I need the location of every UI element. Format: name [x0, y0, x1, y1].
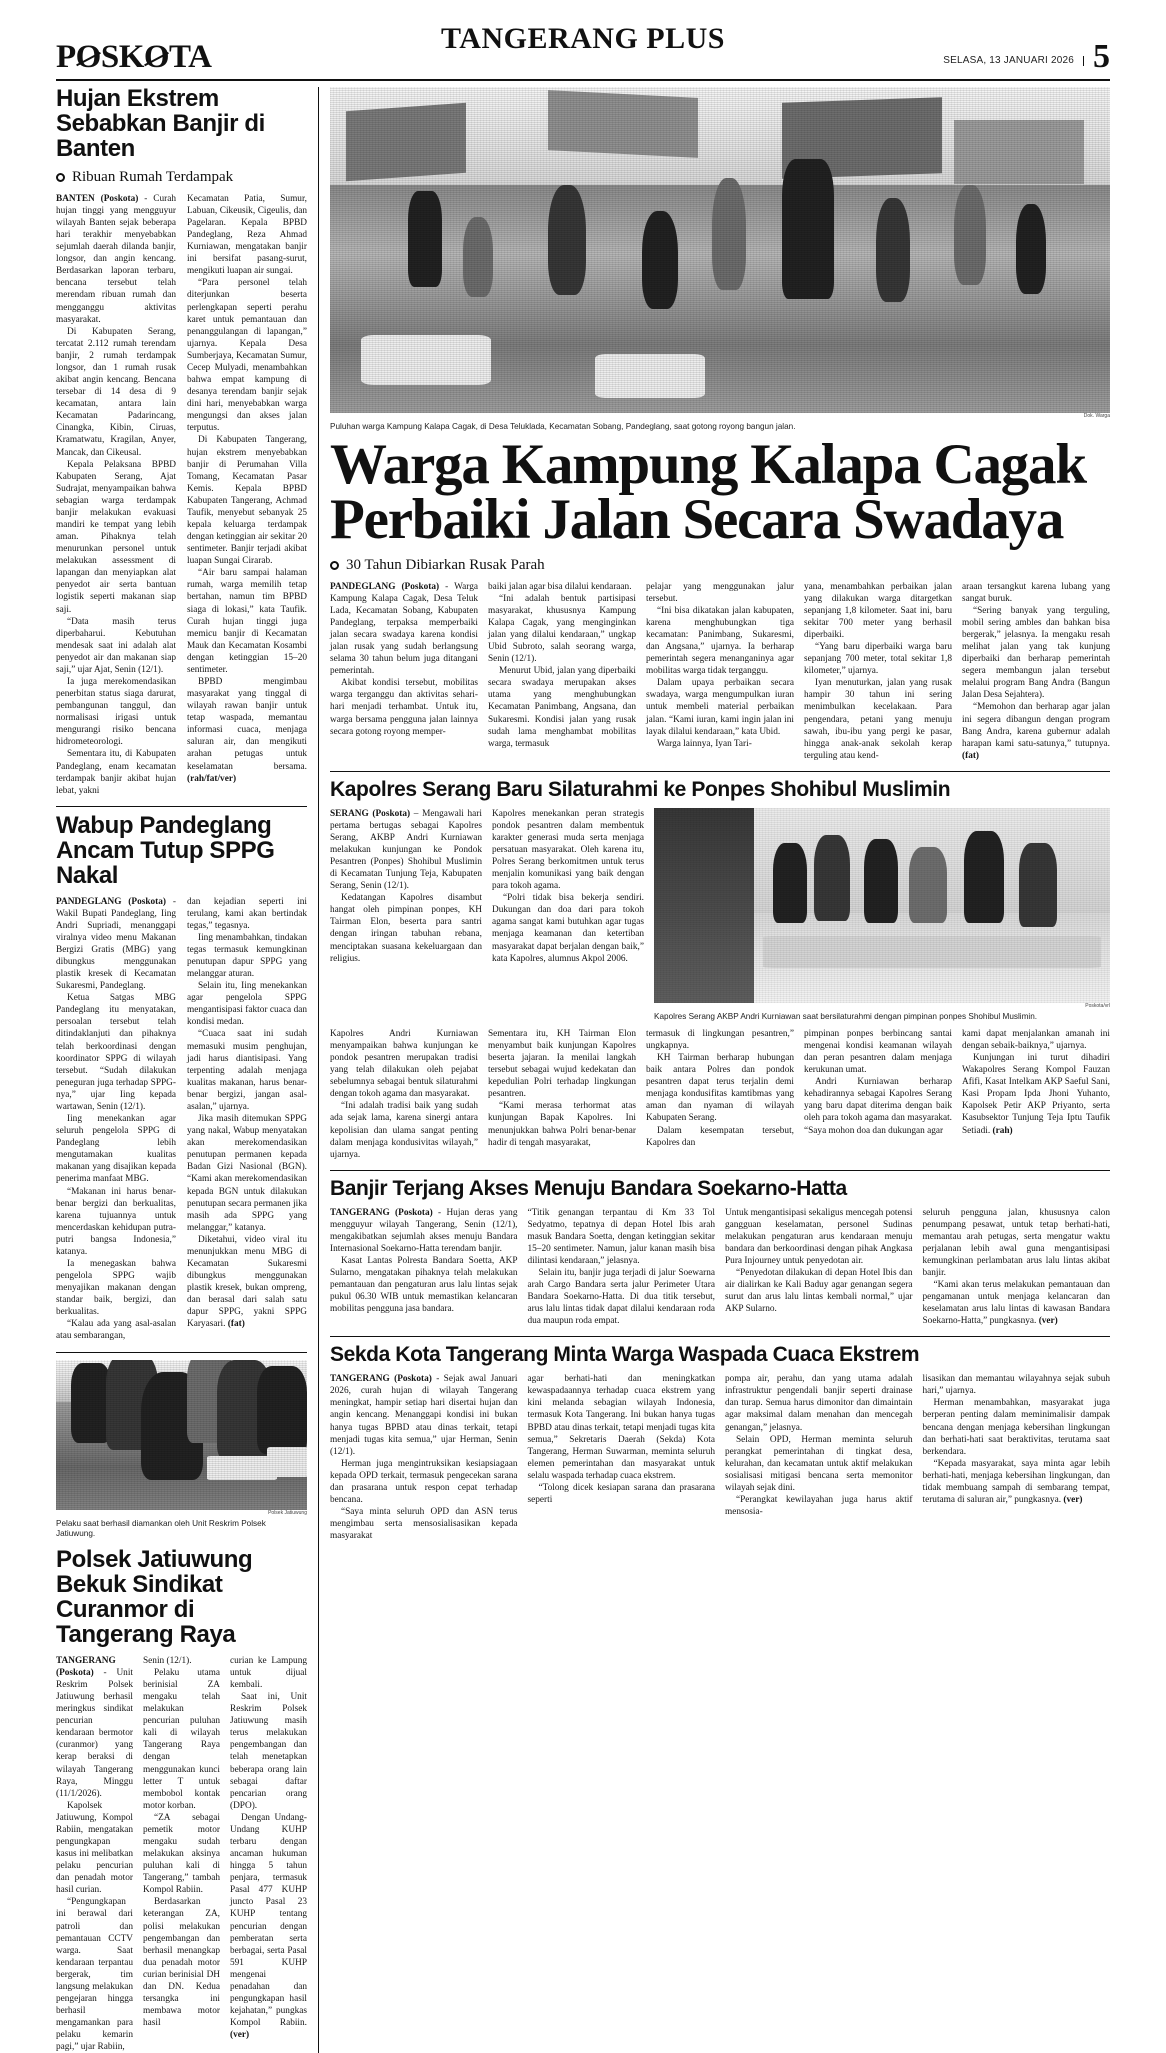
masthead	[56, 22, 1110, 74]
paragraph: “Para personel telah diterjunkan beserta perlengkapan seperti perahu karet untuk pemantauan dan penanggulangan di lapangan,” ujarnya. Kepala Desa Sumberjaya, Kecamatan Sumur, Cecep Mulyadi, menambahkan bahwa empat kampung di desanya terendam banjir sejak dini hari, menyebabkan warga mengungsi dan akses jalan terputus.	[187, 278, 307, 434]
body-col-4	[923, 1373, 1111, 1542]
paragraph: Diketahui, video viral itu menunjukkan menu MBG di Kecamatan Sukaresmi dibungkus menggunakan plastik kresek, bukan ompreng, dan berasal dari salah satu dapur SPPG, yakni SPPG Karyasari. (fat)	[187, 1234, 307, 1330]
body-col-1	[330, 1373, 518, 1542]
paragraph: “Kami merasa terhormat atas kunjungan Bapak Kapolres. Ini menunjukkan bahwa Polri benar-benar hadir di tengah masyarakat,	[488, 1101, 636, 1148]
headline-hujan-ekstrem: Hujan Ekstrem Sebabkan Banjir di Banten	[56, 85, 265, 162]
headline-banjir-bandara: Banjir Terjang Akses Menuju Bandara Soekarno-Hatta	[330, 1176, 847, 1200]
body-col-3	[725, 1207, 913, 1328]
body-kapolres-top	[330, 808, 1110, 1022]
paragraph: agar berhati-hati dan meningkatkan kewaspadaannya terhadap cuaca ekstrem yang kini melanda sebagian wilayah Indonesia, termasuk Kota Tangerang. Ini bukan hanya tugas BPBD atau dinas terkait, tetapi menjadi tugas kita semua,” Sekretaris Daerah (Sekda) Kota Tangerang, Herman Suwarman, meminta seluruh elemen pemerintahan dan masyarakat untuk selalu waspada terhadap cuaca ekstrem.	[527, 1374, 715, 1481]
bullet-icon	[56, 173, 65, 182]
paragraph: “Titik genangan terpantau di Km 33 Tol Sedyatmo, tepatnya di depan Hotel Ibis arah masuk Bandara Soetta, dengan ketinggian sekitar 15–20 sentimeter. Namun, jalur kanan masih bisa dilintasi kendaraan,” jelasnya.	[527, 1207, 715, 1266]
paragraph: baiki jalan agar bisa dilalui kendaraan.	[488, 581, 632, 592]
body-wabup-sppg	[56, 896, 307, 1343]
paragraph: PANDEGLANG (Poskota) - Wakil Bupati Pandeglang, Iing Andri Supriadi, menanggapi viralnya video menu Makanan Bergizi Gratis (MBG) yang dibungkus menggunakan plastik kresek di Kecamatan Sukaresmi, Pandeglang.	[56, 896, 176, 992]
body-col-4	[923, 1207, 1111, 1328]
paragraph: “Ini adalah bentuk partisipasi masyarakat, khususnya Kampung Kalapa Cagak, yang menginginkan jalan yang dilalui kendaraan,” ungkap Ubid Subroto, salah seorang warga, Senin (12/1).	[488, 593, 636, 665]
paragraph: Untuk mengantisipasi sekaligus mencegah potensi gangguan keselamatan, personel Sudinas melakukan pengaturan arus kendaraan menuju bandara dan berkoordinasi dengan pihak Angkasa Pura Injourney untuk penyedotan air.	[725, 1207, 913, 1266]
paragraph: pelajar yang menggunakan jalur tersebut.	[646, 581, 794, 604]
body-polsek-jatiuwung	[56, 1655, 307, 2053]
paragraph: “Saya minta seluruh OPD dan ASN terus mengimbau serta mensosialisasikan kepada masyarakat	[330, 1507, 518, 1542]
photo-kalapa-cagak	[330, 87, 1110, 413]
photo-kalapa-cagak-wrap	[330, 87, 1110, 432]
paragraph: Di Kabupaten Serang, tercatat 2.112 rumah terendam banjir, 2 rumah terdampak longsor, dan 1 rumah rusak akibat angin kencang. Bencana tersebar di 14 desa di 9 kecamatan, antara lain Kecamatan Padarincang, Cinangka, Kibin, Ciruas, Kramatwatu, Kragilan, Anyer, Mancak, dan Cikeusal.	[56, 326, 176, 458]
body-col-1	[330, 808, 482, 1022]
kicker-text: 30 Tahun Dibiarkan Rusak Parah	[346, 556, 545, 573]
brand-text-part1: P	[56, 39, 76, 75]
paragraph: Jika masih ditemukan SPPG yang nakal, Wabup menyatakan akan merekomendasikan penutupan permanen kepada Badan Gizi Nasional (BGN). “Kami akan merekomendasikan kepada BGN untuk dilakukan penutupan secara permanen jika masih ada SPPG yang melanggar,” katanya.	[187, 1114, 307, 1233]
right-column	[318, 87, 1110, 2053]
brand-text-part2: SK	[100, 39, 144, 75]
body-col-3	[230, 1655, 307, 2053]
photo-kapolres-ponpes	[654, 808, 1110, 1003]
caption-kapolres: Kapolres Serang AKBP Andri Kurniawan saat bersilaturahmi dengan pimpinan ponpes Shohibul Muslimin.	[654, 1011, 1038, 1021]
paragraph: Selain itu, Iing menekankan agar pengelola SPPG mengantisipasi faktor cuaca dan kondisi medan.	[187, 981, 307, 1028]
body-col-1	[56, 193, 176, 797]
paragraph: “Sering banyak yang terguling, mobil sering ambles dan bahkan bisa bergerak,” jelasnya. Ia mengaku resah melihat jalan yang tak kunjung diperbaiki dan berharap pemerintah segera membangun jalan tersebut melalui program Bang Andra (Bangun Jalan Desa Sejahtera).	[962, 605, 1110, 701]
paragraph: Ketua Satgas MBG Pandeglang itu menyatakan, persoalan tersebut telah ditindaklanjuti dan pihaknya telah berkoordinasi dengan koordinator SPPG di wilayah tersebut. “Sudah dilakukan peneguran juga terhadap SPPG-nya,” ujar Iing kepada wartawan, Senin (12/1).	[56, 993, 176, 1112]
headline-polsek-jatiuwung: Polsek Jatiuwung Bekuk Sindikat Curanmor di Tangerang Raya	[56, 1546, 253, 1648]
body-col-2b	[488, 1028, 636, 1161]
brand-slashed-o-2: O	[143, 39, 170, 75]
paragraph: SERANG (Poskota) – Mengawali hari pertama bertugas sebagai Kapolres Serang, AKBP Andri Kurniawan melakukan kunjungan ke Pondok Pesantren (Ponpes) Shohibul Muslimin di Kecamatan Tunjung Teja, Kabupaten Serang, Senin (12/1).	[330, 808, 482, 892]
body-col-1	[330, 581, 478, 762]
paragraph: Ia juga merekomendasikan penerbitan status siaga darurat, pembangunan tanggul, dan normalisasi irigasi untuk mengurangi risiko bencana hidrometeorologi.	[56, 676, 176, 748]
paragraph: termasuk di lingkungan pesantren,” ungkapnya.	[646, 1028, 794, 1052]
paragraph: “Kalau ada yang asal-asalan atau sembarangan,	[56, 1319, 176, 1342]
kicker-kalapa-cagak	[330, 557, 1110, 574]
divider-1	[56, 806, 307, 807]
paragraph: TANGERANG (Poskota) - Hujan deras yang mengguyur wilayah Tangerang, Senin (12/1), mengakibatkan sejumlah akses menuju Bandara Internasional Soekarno-Hatta terendam banjir.	[330, 1207, 518, 1254]
paragraph: araan tersangkut karena lubang yang sangat buruk.	[962, 581, 1110, 604]
paragraph: KH Tairman berharap hubungan baik antara Polres dan pondok pesantren dapat terus terjalin demi menjaga kondusifitas kamtibmas yang aman dan nyaman di wilayah Kabupaten Serang.	[646, 1053, 794, 1124]
paragraph: Pelaku utama berinisial ZA mengaku telah melakukan pencurian puluhan kali di wilayah Tangerang Raya dengan menggunakan kunci letter T untuk membobol kontak motor korban.	[143, 1667, 220, 1811]
paragraph: lisasikan dan memantau wilayahnya sejak subuh hari,” ujarnya.	[922, 1374, 1110, 1397]
paragraph: Kasat Lantas Polresta Bandara Soetta, AKP Sularno, mengatakan pihaknya telah melakukan pemantauan dan pengaturan arus lalu lintas sejak pukul 06.30 WIB untuk memastikan kelancaran mobilitas pengguna jasa bandara.	[330, 1255, 518, 1315]
paragraph: Kapolres menekankan peran strategis pondok pesantren dalam membentuk karakter generasi muda serta menjaga persatuan masyarakat. Oleh karena itu, Polres Serang berkomitmen untuk terus menjalin komunikasi yang baik dengan para tokoh agama.	[492, 808, 644, 892]
paragraph: Iing menekankan agar seluruh pengelola SPPG di Pandeglang lebih mengutamakan kualitas makanan yang disajikan kepada penerima manfaat MBG.	[56, 1114, 176, 1185]
body-col-2	[143, 1655, 220, 2053]
headline-kalapa-cagak: Warga Kampung Kalapa Cagak Perbaiki Jalan Secara Swadaya	[330, 433, 1086, 551]
body-banjir-bandara	[330, 1207, 1110, 1328]
page-body	[56, 87, 1110, 2053]
paragraph: “Cuaca saat ini sudah memasuki musim penghujan, jadi harus diantisipasi. Yang terpenting adalah menjaga kualitas makanan, harus benar-benar bergizi, jangan asal-asalan,” ujarnya.	[187, 1029, 307, 1112]
paragraph: yana, menambahkan perbaikan jalan yang dilakukan warga ditargetkan sepanjang 1,8 kilometer. Saat ini, baru sekitar 700 meter yang berhasil diperbaiki.	[804, 581, 952, 640]
paragraph: Warga lainnya, Iyan Tari-	[657, 738, 752, 749]
article-wabup-sppg	[56, 811, 307, 1343]
paragraph: “Penyedotan dilakukan di depan Hotel Ibis dan air dialirkan ke Kali Baduy agar genangan segera surut dan arus lalu lintas kembali normal,” ujar AKP Sularno.	[725, 1268, 913, 1315]
paragraph: “Air baru sampai halaman rumah, warga memilih tetap bertahan, namun tim BPBD siaga di lokasi,” kata Taufik. Curah hujan tinggi juga memicu banjir di Kecamatan Mauk dan Kecamatan Kosambi dengan ketinggian 15–20 sentimeter.	[187, 568, 307, 675]
paragraph: curian ke Lampung untuk dijual kembali.	[230, 1655, 307, 1690]
body-col-3	[646, 1028, 794, 1161]
body-kapolres-bottom	[330, 1028, 1110, 1161]
article-hujan-ekstrem	[56, 87, 307, 797]
paragraph: seluruh pengguna jalan, khususnya calon penumpang pesawat, untuk tetap berhati-hati, memantau arah petugas, serta mengatur waktu perjalanan lebih awal guna mengantisipasi kemungkinan perlambatan arus lalu lintas akibat banjir.	[922, 1207, 1110, 1279]
headline-kapolres-serang: Kapolres Serang Baru Silaturahmi ke Ponpes Shohibul Muslimin	[330, 777, 951, 801]
article-banjir-bandara	[330, 1178, 1110, 1328]
photo-credit-kalapa-cagak: Dok. Warga	[1083, 413, 1110, 419]
paragraph: PANDEGLANG (Poskota) - Warga Kampung Kalapa Cagak, Desa Teluk Lada, Kecamatan Sobang, Kabupaten Pandeglang, terpaksa memperbaiki jalan secara swadaya karena kondisi jalan rusak yang sudah berlangsung selama 30 tahun belum juga ditangani pemerintah.	[330, 581, 478, 677]
paragraph: Kecamatan Patia, Sumur, Labuan, Cikeusik, Cigeulis, dan Pagelaran. Kepala BPBD Pandeglang, Reza Ahmad Kurniawan, mengatakan banjir ini bersifat pasang-surut, mengikuti luapan air sungai.	[187, 193, 307, 277]
paragraph: pompa air, perahu, dan yang utama adalah infrastruktur pengendali banjir seperti drainase dan turap. Semua harus dimonitor dan dimaintain agar maksimal dalam menahan dan mencegah genangan,” jelasnya.	[725, 1374, 913, 1433]
body-kalapa-cagak	[330, 581, 1110, 762]
body-col-1	[56, 1655, 133, 2053]
paragraph: BANTEN (Poskota) - Curah hujan tinggi yang mengguyur wilayah Banten sejak beberapa hari terakhir menyebabkan sejumlah daerah dilanda banjir, longsor, dan angin kencang. Berdasarkan laporan terbaru, bencana tersebut telah merendam ribuan rumah dan mengganggu aktivitas masyarakat.	[56, 193, 176, 325]
body-col-2	[492, 808, 644, 1022]
masthead-right	[943, 38, 1110, 76]
body-col-3	[725, 1373, 913, 1542]
photo-credit-polsek: Polsek Jatiuwung	[268, 1509, 307, 1516]
paragraph: Saat ini, Unit Reskrim Polsek Jatiuwung masih terus melakukan pengembangan dan telah menetapkan beberapa orang lain sebagai daftar pencarian orang (DPO).	[230, 1692, 307, 1811]
body-col-5	[962, 1028, 1110, 1161]
body-sekda-tangerang	[330, 1373, 1110, 1542]
body-col-2	[528, 1373, 716, 1542]
photo-polsek-jatiuwung	[56, 1360, 307, 1510]
paragraph: Iing menambahkan, tindakan tegas termasuk kemungkinan penutupan dapur SPPG yang melanggar aturan.	[187, 932, 307, 980]
caption-kalapa-cagak: Puluhan warga Kampung Kalapa Cagak, di Desa Teluklada, Kecamatan Sobang, Pandeglang, saat gotong royong bangun jalan.	[330, 422, 796, 431]
section-title: TANGERANG PLUS	[441, 22, 725, 55]
paragraph: “Perangkat kewilayahan juga harus aktif mensosia-	[725, 1495, 913, 1518]
paragraph: TANGERANG (Poskota) - Sejak awal Januari 2026, curah hujan di wilayah Tangerang meningkat, hampir setiap hari disertai hujan dan angin kencang. Menanggapi kondisi ini bukan hanya tugas BPBD atau dinas terkait, tetapi menjadi tugas kita semua,” ujar Herman, Senin (12/1).	[330, 1374, 518, 1457]
brand-text-part3: TA	[169, 39, 212, 75]
body-hujan-ekstrem	[56, 193, 307, 797]
body-col-1	[56, 896, 176, 1343]
bullet-icon	[330, 561, 339, 570]
body-col-1b	[330, 1028, 478, 1161]
paragraph: Herman juga mengintruksikan kesiapsiagaan kepada OPD terkait, termasuk pengecekan sarana dan prasarana untuk respon cepat terhadap bencana.	[330, 1458, 518, 1506]
paragraph: Sementara itu, KH Tairman Elon menyambut baik kunjungan Kapolres beserta jajaran. Ia menilai langkah tersebut sebagai wujud kedekatan dan kepedulian Polri terhadap lingkungan pesantren.	[488, 1028, 636, 1100]
body-col-2	[187, 896, 307, 1343]
paragraph: Sementara itu, di Kabupaten Pandeglang, enam kecamatan terdampak banjir akibat hujan lebat, yakni	[56, 749, 176, 796]
paragraph: Herman menambahkan, masyarakat juga berperan penting dalam meminimalisir dampak bencana dengan menjaga kebersihan lingkungan dan berhati-hati saat beraktivitas, terutama saat berkendara.	[922, 1398, 1110, 1457]
headline-sekda-tangerang: Sekda Kota Tangerang Minta Warga Waspada Cuaca Ekstrem	[330, 1343, 920, 1367]
issue-date: SELASA, 13 JANUARI 2026	[943, 56, 1084, 66]
body-col-2	[488, 581, 636, 762]
left-column	[56, 87, 318, 2053]
paragraph: Kapolres Andri Kurniawan menyampaikan bahwa kunjungan ke pondok pesantren merupakan tradisi yang telah dilakukan oleh pejabat sebelumnya sebagai bentuk silaturahmi dengan tokoh agama dan masyarakat.	[330, 1028, 478, 1100]
photo-kapolres-wrap	[654, 808, 1110, 1022]
paragraph: Menurut Ubid, jalan yang diperbaiki secara swadaya merupakan akses utama yang menghubungkan Kecamatan Panimbang, Angsana, dan Sukaresmi. Kondisi jalan yang rusak sudah lama menghambat mobilitas warga, termasuk	[488, 666, 636, 749]
headline-wabup-sppg: Wabup Pandeglang Ancam Tutup SPPG Nakal	[56, 811, 275, 889]
paragraph: “Memohon dan berharap agar jalan ini segera dibangun dengan program Bang Andra, karena gubernur adalah harapan kami satu-satunya,” tutupnya. (fat)	[962, 702, 1110, 761]
paragraph: “ZA sebagai pemetik motor mengaku sudah melakukan aksinya puluhan kali di Tangerang,” tambah Kompol Rabiin.	[143, 1812, 220, 1896]
divider-4	[330, 1170, 1110, 1171]
paragraph: Kunjungan ini turut dihadiri Wakapolres Serang Kompol Fauzan Afifi, Kasat Intelkam AKP Saeful Sani, Kasi Propam Ipda Jhoni Yuhanto, Kapolsek Petir AKP Priyanto, serta Kasubsektor Tunjung Teja Iptu Taufik Setiadi. (rah)	[962, 1053, 1110, 1136]
paragraph: Dalam upaya perbaikan secara swadaya, warga mengumpulkan iuran untuk membeli material perbaikan jalan. “Kami iuran, kami ingin jalan ini layak dilalui kendaraan,” kata Ubid.	[646, 678, 794, 737]
photo-polsek-wrap	[56, 1360, 307, 1540]
paragraph: Senin (12/1).	[143, 1655, 192, 1666]
body-col-5	[962, 581, 1110, 762]
body-col-2	[528, 1207, 716, 1328]
paragraph: “Makanan ini harus benar-benar bergizi dan berkualitas, karena tujuannya untuk mencerdaskan kehidupan putra-putri bangsa Indonesia,” katanya.	[56, 1186, 176, 1257]
paragraph: “Ini bisa dikatakan jalan kabupaten, karena menghubungkan tiga kecamatan: Panimbang, Sukaresmi, dan Angsana,” ujarnya. Ia berharap pemerintah segera menanganinya agar mobilitas warga tidak terganggu.	[646, 605, 794, 677]
kicker-text: Ribuan Rumah Terdampak	[72, 168, 234, 185]
article-kalapa-cagak	[330, 433, 1110, 762]
paragraph: TANGERANG (Poskota) - Unit Reskrim Polsek Jatiuwung berhasil meringkus sindikat pencurian kendaraan bermotor (curanmor) yang kerap beraksi di wilayah Tangerang Raya, Minggu (11/1/2026).	[56, 1655, 133, 1799]
paragraph: Akibat kondisi tersebut, mobilitas warga terganggu dan aktivitas sehari-hari menjadi terhambat. Untuk itu, warga bersama pengguna jalan lainnya secara gotong royong memper-	[330, 678, 478, 737]
article-sekda-tangerang	[330, 1344, 1110, 1542]
paragraph: Selain OPD, Herman meminta seluruh perangkat pemerintahan di tingkat desa, kelurahan, dan kecamatan untuk aktif melakukan sosialisasi mitigasi bencana serta memonitor wilayah sejak dini.	[725, 1434, 913, 1493]
divider-5	[330, 1336, 1110, 1337]
divider-3	[330, 771, 1110, 772]
paragraph: Iyan menuturkan, jalan yang rusak hampir 30 tahun ini sering menimbulkan kecelakaan. Para pengendara, petani yang menuju sawah, ibu-ibu yang pergi ke pasar, hingga anak-anak sekolah kerap terguling atau kend-	[804, 678, 952, 761]
paragraph: Dalam kesempatan tersebut, Kapolres dan	[646, 1125, 794, 1148]
paragraph: Di Kabupaten Tangerang, hujan ekstrem menyebabkan banjir di Perumahan Villa Tomang, Kecamatan Pasar Kemis. Kepala BPBD Kabupaten Tangerang, Achmad Taufik, menyebut sebanyak 25 kepala keluarga terdampak dengan ketinggian air sekitar 20 sentimeter. Banjir terjadi akibat luapan Sungai Cirarab.	[187, 435, 307, 567]
caption-polsek: Pelaku saat berhasil diamankan oleh Unit Reskrim Polsek Jatiuwung.	[56, 1518, 266, 1538]
divider-2	[56, 1352, 307, 1353]
paragraph: “Pengungkapan ini berawal dari patroli dan pemantauan CCTV warga. Saat kendaraan terpantau bergerak, tim langsung melakukan pengejaran hingga berhasil mengamankan para pelaku kemarin pagi,” ujar Rabiin,	[56, 1897, 133, 2053]
article-polsek-jatiuwung	[56, 1548, 307, 2053]
paragraph: “Data masih terus diperbaharui. Kebutuhan mendesak saat ini adalah alat penyedot air dan makanan siap saji,” ujar Ajat, Senin (12/1).	[56, 616, 176, 675]
paragraph: Dengan Undang-Undang KUHP terbaru dengan ancaman hukuman hingga 5 tahun penjara, termasuk Pasal 477 KUHP juncto Pasal 23 KUHP tentang pencurian dengan pemberatan serta berbagai, serta Pasal 591 KUHP mengenai penadahan dan pengungkapan hasil kejahatan,” pungkas Kompol Rabiin. (ver)	[230, 1812, 307, 2041]
paragraph: BPBD mengimbau masyarakat yang tinggal di wilayah rawan banjir untuk tetap waspada, memantau informasi cuaca, menjaga saluran air, dan mengikuti arahan petugas untuk keselamatan bersama. (rah/fat/ver)	[187, 676, 307, 784]
page-number: 5	[1093, 38, 1110, 76]
paragraph: “Kami akan terus melakukan pemantauan dan pengamanan untuk menjaga kelancaran dan keselamatan arus lalu lintas di kawasan Bandara Soekarno-Hatta,” pungkasnya. (ver)	[922, 1280, 1110, 1327]
body-col-4	[804, 1028, 952, 1161]
brand-slashed-o-1: O	[75, 39, 101, 75]
paragraph: pimpinan ponpes berbincang santai mengenai kondisi keamanan wilayah dan peran pesantren dalam menjaga kerukunan umat.	[804, 1028, 952, 1076]
paragraph: “Polri tidak bisa bekerja sendiri. Dukungan dan doa dari para tokoh agama sangat kami butuhkan agar tugas menjaga keamanan dan ketertiban masyarakat dapat berjalan dengan baik,” kata Kapolres, alumnus Akpol 2006.	[492, 893, 644, 964]
body-col-4	[804, 581, 952, 762]
paragraph: Andri Kurniawan berharap kehadirannya sebagai Kapolres Serang yang baru dapat diterima dengan baik oleh para tokoh agama dan masyarakat. “Saya mohon doa dan dukungan agar	[804, 1077, 952, 1136]
paragraph: kami dapat menjalankan amanah ini dengan sebaik-baiknya,” ujarnya.	[962, 1028, 1110, 1052]
paragraph: Selain itu, banjir juga terjadi di jalur Soewarna arah Cargo Bandara serta jalur Perimeter Utara Bandara Soekarno-Hatta. Di dua titik tersebut, arus lalu lintas tidak dapat dilalui kendaraan roda dua maupun roda empat.	[527, 1268, 715, 1327]
kicker-hujan-ekstrem	[56, 169, 307, 186]
paragraph: “Tolong dicek kesiapan sarana dan prasarana seperti	[527, 1482, 715, 1506]
paragraph: Berdasarkan keterangan ZA, polisi melakukan pengembangan dan berhasil menangkap dua penadah motor curian berinisial DH dan DN. Kedua tersangka ini membawa motor hasil	[143, 1897, 220, 2029]
masthead-rule	[56, 79, 1110, 81]
paragraph: “Kepada masyarakat, saya minta agar lebih berhati-hati, menjaga kebersihan lingkungan, dan tidak membuang sampah di sembarang tempat, terutama di saluran air,” pungkasnya. (ver)	[922, 1458, 1110, 1506]
paragraph: “Ini adalah tradisi baik yang sudah ada sejak lama, karena sinergi antara kepolisian dan ulama sangat penting dalam menjaga kondusivitas wilayah,” ujarnya.	[330, 1101, 478, 1160]
paragraph: dan kejadian seperti ini terulang, kami akan bertindak tegas,” tegasnya.	[187, 896, 307, 931]
body-col-2	[187, 193, 307, 797]
brand-logo	[56, 41, 211, 74]
paragraph: Kedatangan Kapolres disambut hangat oleh pimpinan ponpes, KH Tairman Elon, beserta para santri dengan iringan tabuhan rebana, menciptakan suasana kekeluargaan dan religius.	[330, 893, 482, 964]
paragraph: Ia menegaskan bahwa pengelola SPPG wajib menyajikan makanan dengan standar baik, bergizi, dan berkualitas.	[56, 1258, 176, 1318]
paragraph: “Yang baru diperbaiki warga baru sepanjang 700 meter, total sekitar 1,8 kilometer,” ujarnya.	[804, 642, 952, 677]
photo-credit-kapolres: Poskota/vrl	[1085, 1002, 1110, 1009]
paragraph: Kepala Pelaksana BPBD Kabupaten Serang, Ajat Sudrajat, menyampaikan bahwa sebagian warga terdampak banjir melakukan evakuasi mandiri ke tempat yang lebih aman. Pihaknya telah menurunkan personel untuk melakukan assessment di lapangan dan menyiapkan alat penyedot air serta bantuan logistik seperti makanan siap saji.	[56, 459, 176, 615]
article-kapolres-serang	[330, 779, 1110, 1161]
body-col-3	[646, 581, 794, 762]
body-col-1	[330, 1207, 518, 1328]
paragraph: Kapolsek Jatiuwung, Kompol Rabiin, mengatakan pengungkapan kasus ini melibatkan pelaku pencurian dan penadah motor hasil curian.	[56, 1800, 133, 1896]
